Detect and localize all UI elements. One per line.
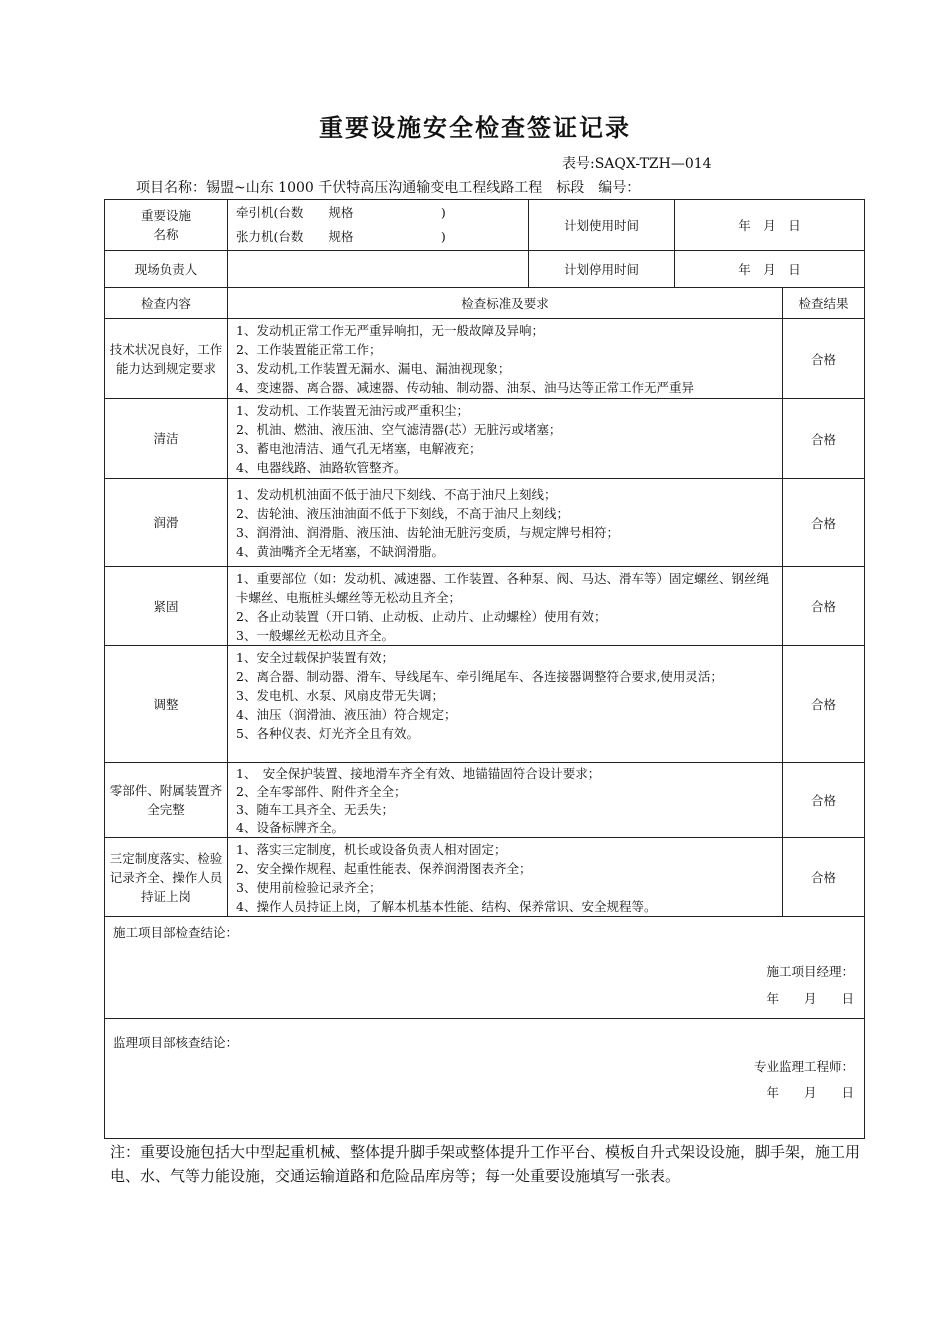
- table-row: [105, 567, 865, 646]
- construction-conclusion[interactable]: [105, 917, 865, 1019]
- check-criteria: 1、落实三定制度，机长或设备负责人相对固定； 2、安全操作规程、起重性能表、保养润滑图表齐全； 3、使用前检验记录齐全； 4、操作人员持证上岗，了解本机基本性能、结构、保养常识、安全规程等。: [228, 838, 783, 917]
- supervision-conclusion[interactable]: [105, 1019, 865, 1139]
- table-row: [105, 646, 865, 763]
- check-item: 调整: [105, 646, 228, 763]
- table-row: [105, 319, 865, 399]
- footnote: 注：重要设施包括大中型起重机械、整体提升脚手架或整体提升工作平台、模板自升式架设设施，脚手架，施工用电、水、气等力能设施，交通运输道路和危险品库房等；每一处重要设施填写一张表。: [110, 1143, 861, 1185]
- equipment-cell[interactable]: [228, 200, 529, 251]
- check-result[interactable]: 合格: [783, 319, 865, 399]
- equipment-traction: 牵引机(台数 规格 ): [236, 205, 446, 220]
- table-row: [105, 479, 865, 567]
- check-criteria: 1、发动机机油面不低于油尺下刻线、不高于油尺上刻线； 2、齿轮油、液压油油面不低于下刻线，不高于油尺上刻线； 3、润滑油、润滑脂、液压油、齿轮油无脏污变质，与规定牌号相符； 4、黄油嘴齐全无堵塞，不缺润滑脂。: [228, 479, 783, 567]
- column-header-result: 检查结果: [783, 288, 865, 319]
- check-result[interactable]: 合格: [783, 399, 865, 479]
- check-item: 零部件、附属装置齐全完整: [105, 763, 228, 838]
- table-row: [105, 763, 865, 838]
- check-criteria: 1、 安全保护装置、接地滑车齐全有效、地锚锚固符合设计要求； 2、全车零部件、附件齐全全； 3、随车工具齐全、无丢失； 4、设备标牌齐全。: [228, 763, 783, 838]
- check-criteria: 1、发动机正常工作无严重异响扣，无一般故障及异响； 2、工作装置能正常工作； 3、发动机,工作装置无漏水、漏电、漏油视现象； 4、变速器、离合器、减速器、传动轴、制动器、油泵、油马达等正常工作无严重异: [228, 319, 783, 399]
- equipment-tension: 张力机(台数 规格 ): [236, 229, 446, 244]
- inspection-table: [104, 199, 865, 1139]
- check-item: 清洁: [105, 399, 228, 479]
- check-item: 技术状况良好，工作能力达到规定要求: [105, 319, 228, 399]
- table-row: [105, 399, 865, 479]
- check-item: 润滑: [105, 479, 228, 567]
- construction-date: 年 月 日: [766, 991, 855, 1006]
- planned-use-label: 计划使用时间: [529, 200, 675, 251]
- site-manager-value[interactable]: [228, 251, 529, 288]
- form-number: 表号:SAQX-TZH—014: [562, 156, 712, 172]
- supervision-date: 年 月 日: [766, 1085, 855, 1100]
- planned-stop-date[interactable]: 年 月 日: [675, 251, 865, 288]
- facility-name-label: 重要设施 名称: [105, 200, 228, 251]
- supervision-engineer-signature: 专业监理工程师：: [754, 1059, 855, 1074]
- check-result[interactable]: 合格: [783, 646, 865, 763]
- column-header-standard: 检查标准及要求: [228, 288, 783, 319]
- check-result[interactable]: 合格: [783, 763, 865, 838]
- check-criteria: 1、重要部位（如：发动机、减速器、工作装置、各种泵、阀、马达、滑车等）固定螺丝、钢丝绳卡螺丝、电瓶桩头螺丝等无松动且齐全； 2、各止动装置（开口销、止动板、止动片、止动螺栓）使用有效； 3、一般螺丝无松动且齐全。: [228, 567, 783, 646]
- site-manager-label: 现场负责人: [105, 251, 228, 288]
- check-result[interactable]: 合格: [783, 479, 865, 567]
- construction-manager-signature: 施工项目经理：: [766, 964, 855, 979]
- page-title: 重要设施安全检查签证记录: [319, 113, 631, 142]
- planned-stop-label: 计划停用时间: [529, 251, 675, 288]
- table-row: [105, 838, 865, 917]
- column-header-content: 检查内容: [105, 288, 228, 319]
- check-criteria: 1、安全过载保护装置有效； 2、离合器、制动器、滑车、导线尾车、牵引绳尾车、各连接器调整符合要求,使用灵活； 3、发电机、水泵、风扇皮带无失调； 4、油压（润滑油、液压油）符合规定； 5、各种仪表、灯光齐全且有效。: [228, 646, 783, 763]
- check-result[interactable]: 合格: [783, 567, 865, 646]
- check-item: 紧固: [105, 567, 228, 646]
- check-item: 三定制度落实、检验记录齐全、操作人员持证上岗: [105, 838, 228, 917]
- project-line: 项目名称：锡盟~山东 1000 千伏特高压沟通输变电工程线路工程 标段 编号：: [136, 180, 641, 196]
- construction-conclusion-label: 施工项目部检查结论：: [113, 925, 239, 940]
- supervision-conclusion-label: 监理项目部核查结论：: [113, 1035, 239, 1050]
- planned-use-date[interactable]: 年 月 日: [675, 200, 865, 251]
- check-result[interactable]: 合格: [783, 838, 865, 917]
- check-criteria: 1、发动机、工作装置无油污或严重积尘； 2、机油、燃油、液压油、空气滤清器(芯）无脏污或堵塞； 3、蓄电池清洁、通气孔无堵塞，电解液充； 4、电器线路、油路软管整齐。: [228, 399, 783, 479]
